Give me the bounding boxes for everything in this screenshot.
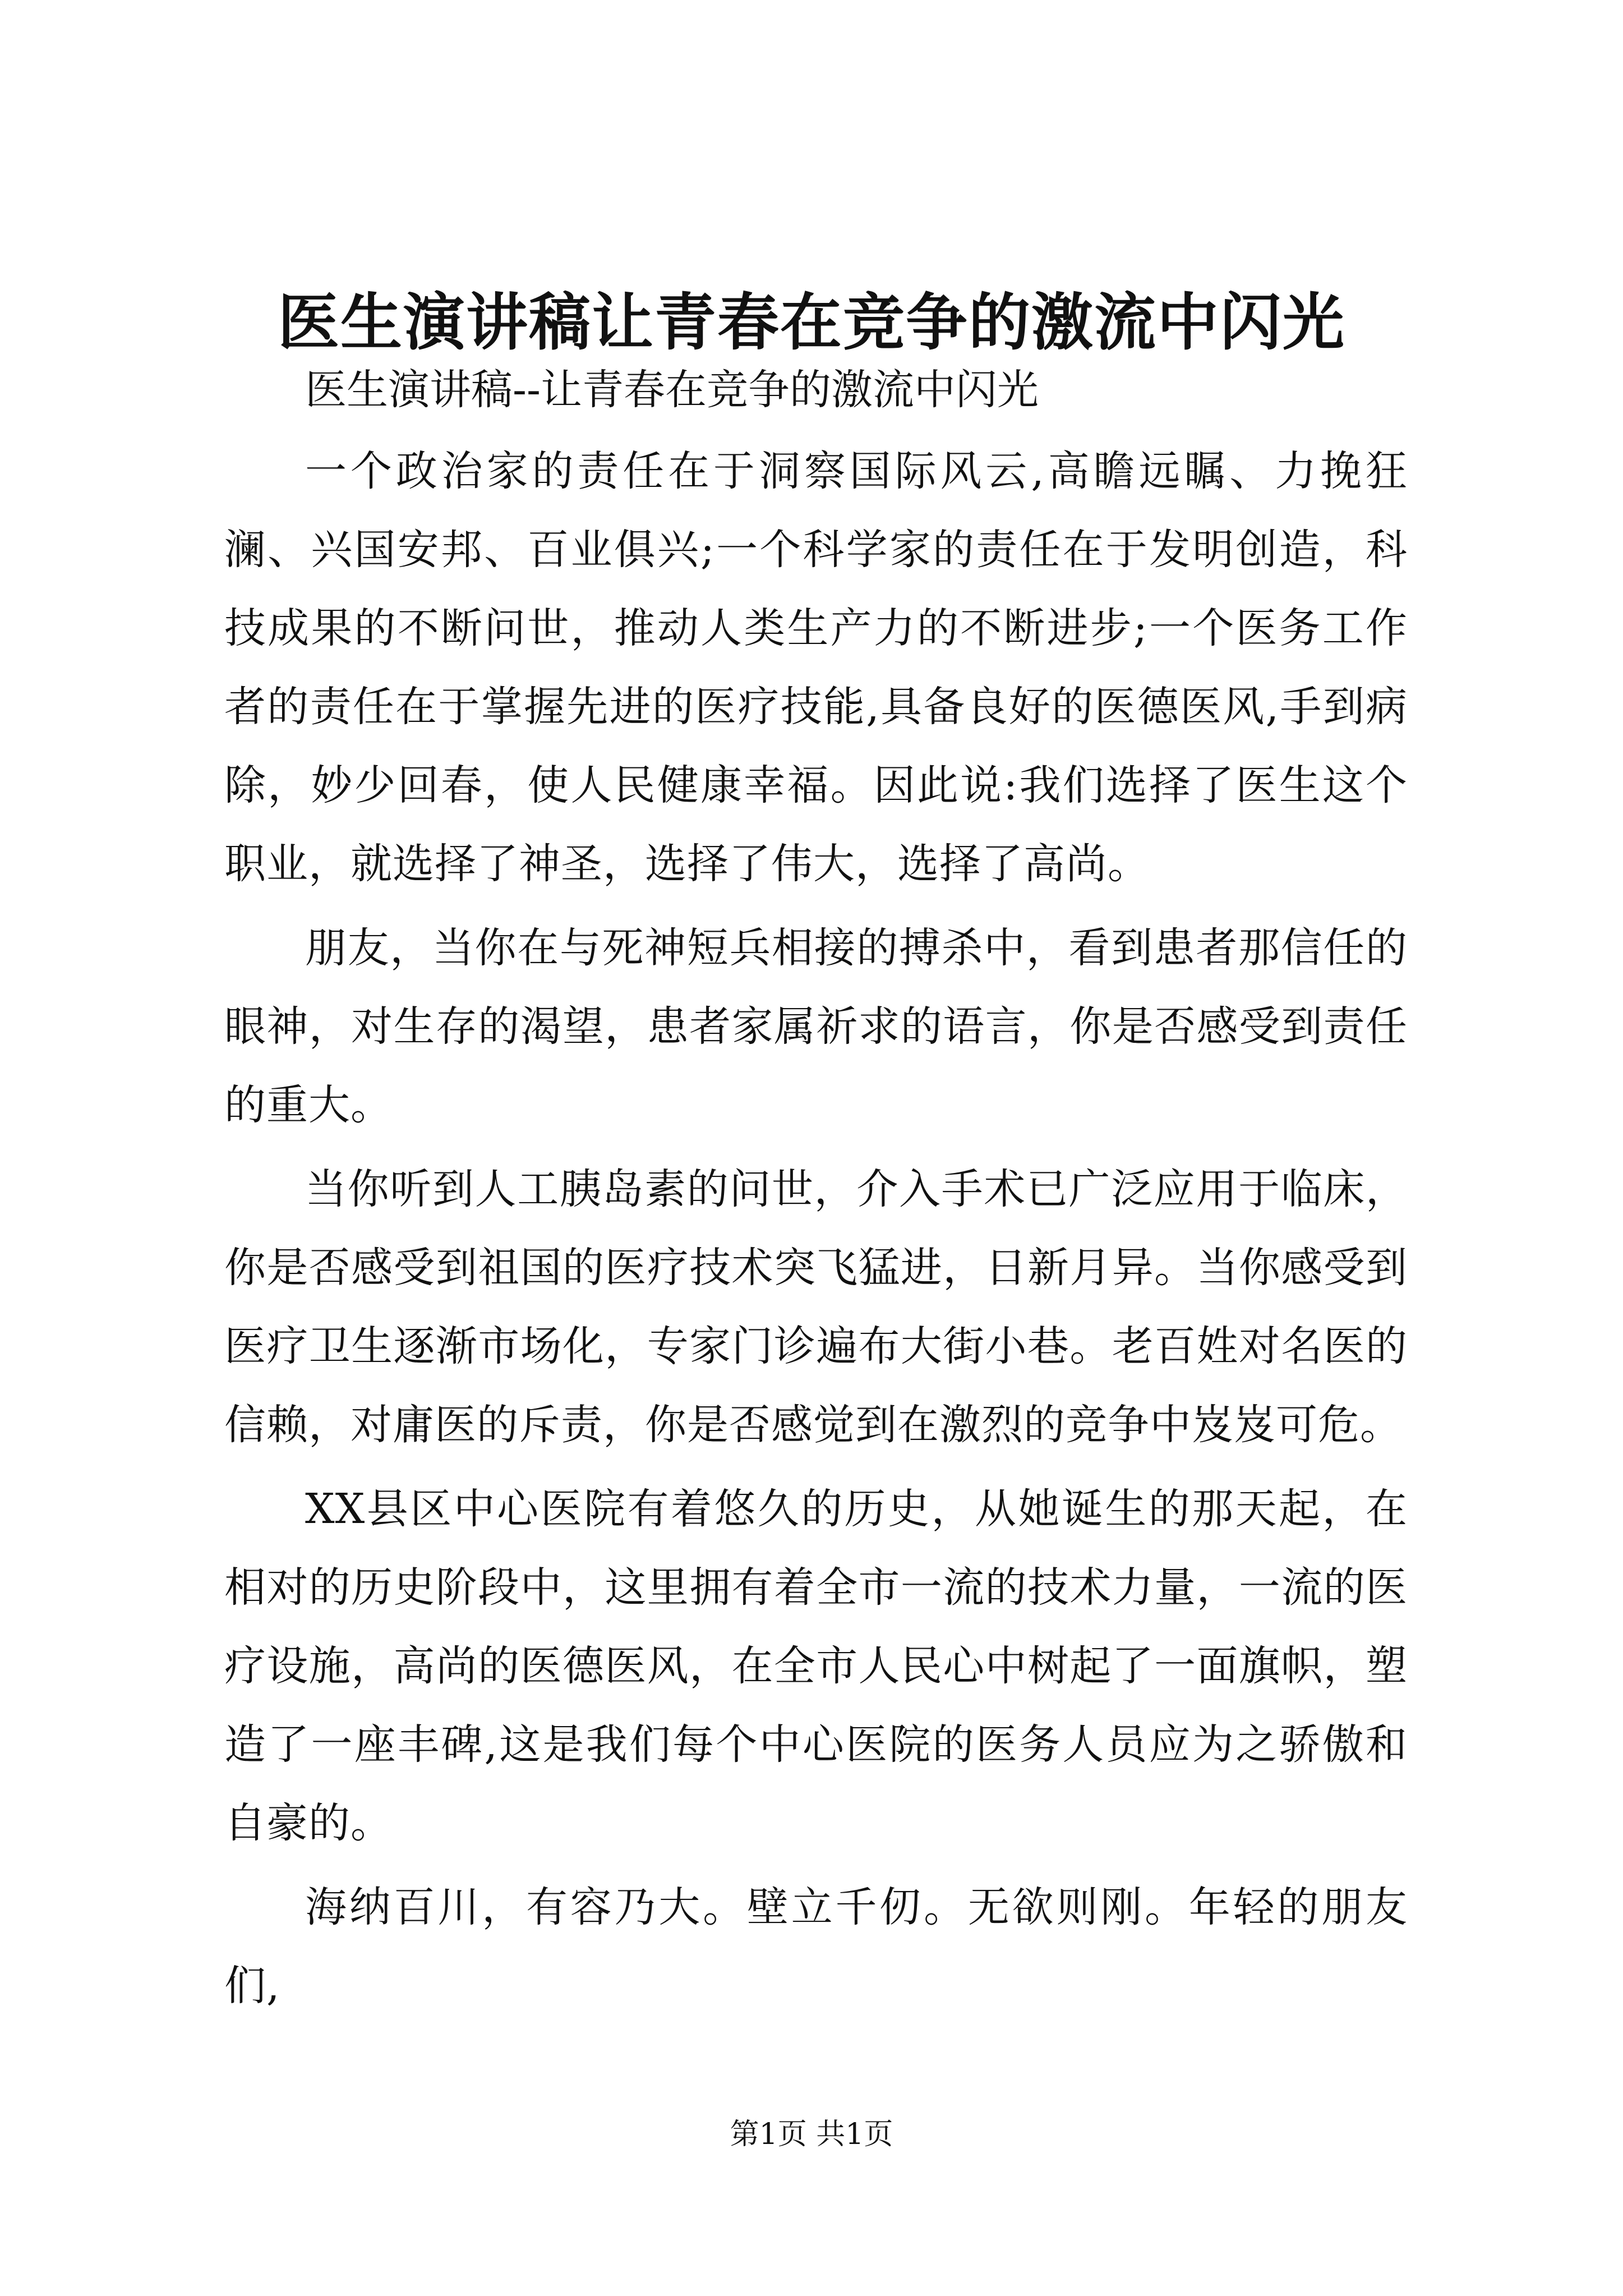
document-subtitle: 医生演讲稿--让青春在竞争的激流中闪光	[305, 366, 1039, 414]
paragraph-4: XX县区中心医院有着悠久的历史，从她诞生的那天起，在相对的历史阶段中，这里拥有着全市一流的技术力量，一流的医疗设施，高尚的医德医风，在全市人民心中树起了一面旗帜，塑造了一座丰碑,这是我们每个中心医院的医务人员应为之骄傲和自豪的。	[224, 1485, 1408, 1847]
paragraph-3: 当你听到人工胰岛素的问世，介入手术已广泛应用于临床，你是否感受到祖国的医疗技术突飞猛进，日新月异。当你感受到医疗卫生逐渐市场化，专家门诊遍布大街小巷。老百姓对名医的信赖，对庸医的斥责，你是否感觉到在激烈的竞争中岌岌可危。	[224, 1165, 1408, 1449]
document-title: 医生演讲稿让青春在竞争的激流中闪光	[278, 286, 1345, 358]
page-footer: 第1页 共1页	[730, 2118, 893, 2151]
paragraph-1: 一个政治家的责任在于洞察国际风云,高瞻远瞩、力挽狂澜、兴国安邦、百业俱兴;一个科学家的责任在于发明创造，科技成果的不断问世，推动人类生产力的不断进步;一个医务工作者的责任在于掌握先进的医疗技能,具备良好的医德医风,手到病除，妙少回春，使人民健康幸福。因此说:我们选择了医生这个职业，就选择了神圣，选择了伟大，选择了高尚。	[224, 447, 1408, 888]
document-body	[224, 432, 1408, 2031]
paragraph-2: 朋友，当你在与死神短兵相接的搏杀中，看到患者那信任的眼神，对生存的渴望，患者家属祈求的语言，你是否感受到责任的重大。	[224, 924, 1408, 1129]
paragraph-5: 海纳百川，有容乃大。壁立千仞。无欲则刚。年轻的朋友们,	[224, 1883, 1408, 2010]
